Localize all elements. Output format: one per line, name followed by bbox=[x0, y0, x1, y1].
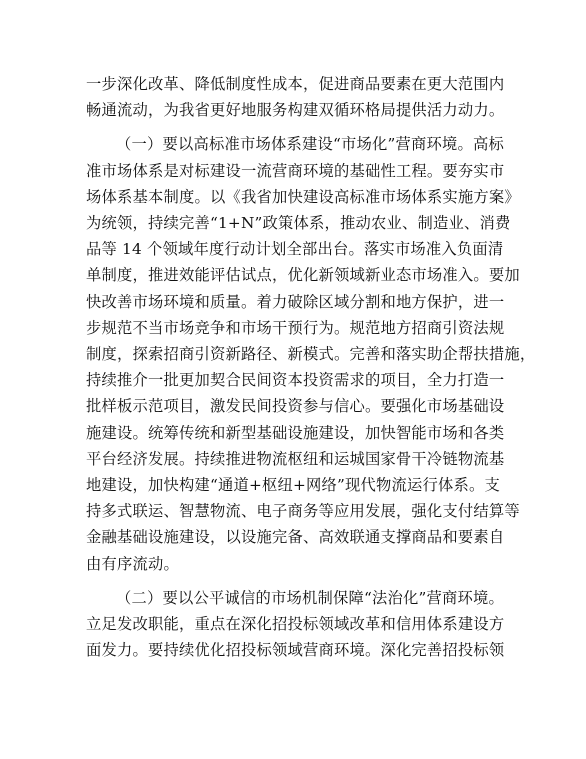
text-line: 快改善市场环境和质量。着力破除区域分割和地方保护，进一 bbox=[86, 292, 505, 311]
paragraph-fair-market bbox=[86, 585, 505, 664]
paragraph-continuation bbox=[86, 71, 505, 123]
text-line: 平台经济发展。持续推进物流枢纽和运城国家骨干冷链物流基 bbox=[86, 449, 505, 468]
text-line: 单制度，推进效能评估试点，优化新领域新业态市场准入。要加 bbox=[86, 266, 520, 285]
text-line: 场体系基本制度。以《我省加快建设高标准市场体系实施方案》 bbox=[86, 187, 520, 206]
text-line: 地建设，加快构建“通道+枢纽+网络”现代物流运行体系。支 bbox=[86, 476, 501, 495]
text-line: 持多式联运、智慧物流、电子商务等应用发展，强化支付结算等 bbox=[86, 502, 520, 521]
document-body bbox=[86, 71, 536, 663]
text-line: 步规范不当市场竞争和市场干预行为。规范地方招商引资法规 bbox=[86, 318, 505, 337]
paragraph-gap bbox=[86, 123, 500, 131]
text-line: 一步深化改革、降低制度性成本，促进商品要素在更大范围内 bbox=[86, 75, 505, 93]
paragraph-market-system bbox=[86, 131, 536, 576]
text-line: 施建设。统筹传统和新型基础设施建设，加快智能市场和各类 bbox=[86, 423, 505, 442]
text-line: 面发力。要持续优化招投标领域营商环境。深化完善招投标领 bbox=[86, 641, 505, 660]
text-line: 品等 14 个领域年度行动计划全部出台。落实市场准入负面清 bbox=[86, 240, 504, 259]
paragraph-gap bbox=[86, 577, 500, 585]
text-line: 为统领，持续完善“1+N”政策体系，推动农业、制造业、消费 bbox=[86, 214, 511, 233]
text-line: 批样板示范项目，激发民间投资参与信心。要强化市场基础设 bbox=[86, 397, 505, 416]
text-line: 制度，探索招商引资新路径、新模式。完善和落实助企帮扶措施， bbox=[86, 345, 536, 364]
text-line: 金融基础设施建设，以设施完备、高效联通支撑商品和要素自 bbox=[86, 528, 505, 547]
text-line: 由有序流动。 bbox=[86, 554, 179, 573]
text-line: （二）要以公平诚信的市场机制保障“法治化”营商环境。 bbox=[116, 588, 504, 607]
text-line: 准市场体系是对标建设一流营商环境的基础性工程。要夯实市 bbox=[86, 161, 505, 180]
text-line: （一）要以高标准市场体系建设“市场化”营商环境。高标 bbox=[116, 135, 504, 154]
text-line: 立足发改职能，重点在深化招投标领域改革和信用体系建设方 bbox=[86, 615, 505, 634]
text-line: 畅通流动，为我省更好地服务构建双循环格局提供活力动力。 bbox=[86, 101, 505, 120]
text-line: 持续推介一批更加契合民间资本投资需求的项目，全力打造一 bbox=[86, 371, 505, 390]
